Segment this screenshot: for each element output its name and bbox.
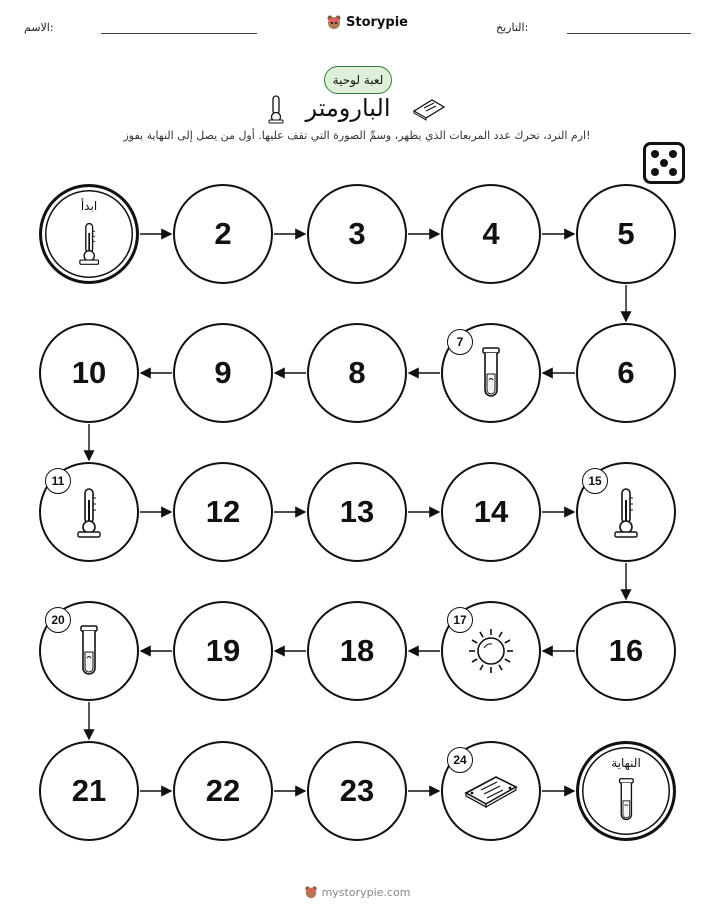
cell-number: 13 bbox=[339, 494, 375, 529]
thermometer-icon bbox=[77, 486, 101, 538]
board-cell[interactable] bbox=[307, 323, 407, 423]
cell-number: 18 bbox=[339, 633, 375, 668]
cell-number: 12 bbox=[205, 494, 241, 529]
thermometer-icon bbox=[79, 221, 99, 265]
board-cell[interactable] bbox=[441, 601, 541, 701]
board-cell[interactable] bbox=[307, 741, 407, 841]
board-cell[interactable] bbox=[173, 184, 273, 284]
cell-number: 16 bbox=[608, 633, 644, 668]
cell-number-badge: 17 bbox=[447, 607, 473, 633]
name-label: الاسم: bbox=[24, 21, 54, 34]
board-cell[interactable] bbox=[39, 323, 139, 423]
board-cell[interactable] bbox=[173, 323, 273, 423]
cell-number: 14 bbox=[473, 494, 509, 529]
board-cell[interactable] bbox=[173, 462, 273, 562]
cell-number: 21 bbox=[71, 773, 107, 808]
board-cell[interactable] bbox=[307, 601, 407, 701]
cell-number: 19 bbox=[205, 633, 241, 668]
board-cell[interactable] bbox=[39, 601, 139, 701]
cell-number-badge: 15 bbox=[582, 468, 608, 494]
cell-number-badge: 11 bbox=[45, 468, 71, 494]
sun-icon bbox=[467, 627, 515, 675]
cell-number-badge: 24 bbox=[447, 747, 473, 773]
test-tube-icon bbox=[78, 624, 100, 678]
test-tube-icon bbox=[617, 777, 636, 823]
cell-number: 22 bbox=[205, 773, 241, 808]
thermometer-icon bbox=[614, 486, 638, 538]
board-cell[interactable] bbox=[576, 184, 676, 284]
board-cell[interactable] bbox=[307, 184, 407, 284]
board-cell[interactable] bbox=[576, 462, 676, 562]
cell-number-badge: 7 bbox=[447, 329, 473, 355]
board-cell[interactable] bbox=[441, 184, 541, 284]
board-cell[interactable] bbox=[576, 601, 676, 701]
cell-number: 6 bbox=[617, 355, 635, 390]
cell-number: 2 bbox=[214, 216, 232, 251]
cell-number: 8 bbox=[348, 355, 366, 390]
footer bbox=[0, 885, 714, 899]
board-cell[interactable] bbox=[441, 741, 541, 841]
cell-number: 4 bbox=[482, 216, 500, 251]
finish-label: النهاية bbox=[611, 756, 641, 770]
cell-number: 10 bbox=[71, 355, 107, 390]
footer-url[interactable]: mystorypie.com bbox=[321, 885, 411, 899]
board-cell-finish[interactable] bbox=[576, 741, 676, 841]
board-game-badge: لعبة لوحية bbox=[324, 66, 392, 94]
board-cell[interactable] bbox=[576, 323, 676, 423]
bear-mascot-icon bbox=[304, 885, 318, 899]
page-title: البارومتر bbox=[305, 94, 391, 122]
cell-number: 3 bbox=[348, 216, 366, 251]
instructions: ارم النرد، تحرك عدد المربعات الذي يظهر، وسمِّ الصورة التي تقف عليها. أول من يصل إلى النهاية يفوز! bbox=[123, 129, 591, 142]
test-tube-icon bbox=[480, 346, 502, 400]
cell-number: 5 bbox=[617, 216, 635, 251]
board-cell-start[interactable] bbox=[39, 184, 139, 284]
board-cell[interactable] bbox=[441, 323, 541, 423]
board-cell[interactable] bbox=[39, 462, 139, 562]
board-cell[interactable] bbox=[441, 462, 541, 562]
start-label: ابدأ bbox=[80, 199, 98, 213]
plate-icon bbox=[463, 773, 519, 809]
board-cell[interactable] bbox=[173, 601, 273, 701]
cell-number-badge: 20 bbox=[45, 607, 71, 633]
board-cell[interactable] bbox=[39, 741, 139, 841]
board-cell[interactable] bbox=[307, 462, 407, 562]
cell-number: 23 bbox=[339, 773, 375, 808]
date-label: التاريخ: bbox=[496, 21, 529, 34]
cell-number: 9 bbox=[214, 355, 232, 390]
board-cell[interactable] bbox=[173, 741, 273, 841]
logo-text: Storypie bbox=[346, 14, 408, 30]
